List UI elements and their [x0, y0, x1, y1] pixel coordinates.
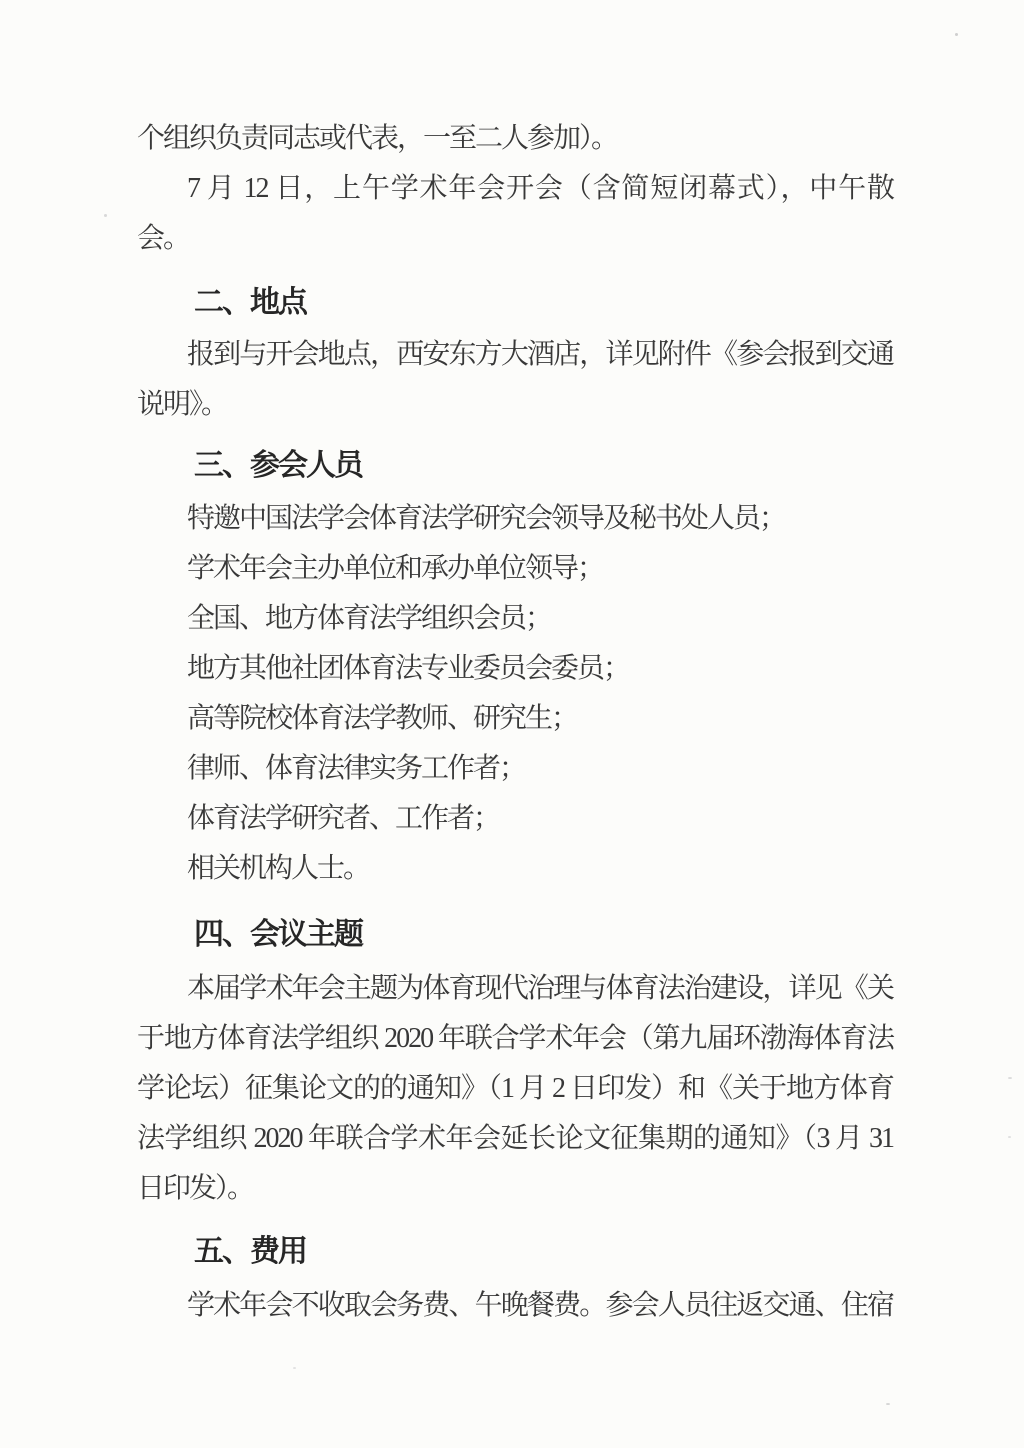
- list-item: 相关机构人士。: [187, 853, 370, 884]
- section-heading-fees: [137, 1227, 893, 1277]
- paragraph-location: [137, 330, 893, 430]
- section-heading-theme: [137, 910, 893, 960]
- heading-text: 二、地点: [194, 286, 306, 319]
- list-item: 学术年会主办单位和承办单位领导；: [187, 553, 604, 584]
- paragraph-theme: [137, 964, 893, 1214]
- paragraph-fees: [137, 1281, 893, 1331]
- text-line: 会。: [137, 223, 190, 254]
- list-item: 高等院校体育法学教师、研究生；: [187, 703, 578, 734]
- scan-speck: [955, 33, 958, 36]
- scan-speck: [104, 214, 107, 217]
- list-item: 体育法学研究者、工作者；: [187, 803, 500, 834]
- heading-text: 三、参会人员: [194, 449, 362, 482]
- heading-text: 四、会议主题: [194, 918, 362, 951]
- text-line: 于地方体育法学组织 2020 年联合学术年会（第九届环渤海体育法: [137, 1023, 893, 1054]
- text-line: 7 月 12 日，上午学术年会开会（含简短闭幕式），中午散: [187, 173, 893, 204]
- section-heading-participants: [137, 441, 893, 491]
- list-item: 律师、体育法律实务工作者；: [187, 753, 526, 784]
- scan-speck: [293, 1367, 296, 1369]
- scan-speck: [1008, 1077, 1012, 1079]
- text-line: 说明》。: [137, 389, 228, 420]
- text-line: 法学组织 2020 年联合学术年会延长论文征集期的通知》（3 月 31: [137, 1123, 893, 1154]
- list-item: 特邀中国法学会体育法学研究会领导及秘书处人员；: [187, 503, 786, 534]
- text-line: 报到与开会地点，西安东方大酒店，详见附件《参会报到交通: [187, 339, 893, 370]
- section-heading-location: [137, 278, 893, 328]
- list-item: 地方其他社团体育法专业委员会委员；: [187, 653, 630, 684]
- text-line: 本届学术年会主题为体育现代治理与体育法治建设，详见《关: [187, 973, 893, 1004]
- paragraph-schedule: [137, 114, 893, 264]
- scan-speck: [1008, 1136, 1011, 1138]
- text-line: 个组织负责同志或代表，一至二人参加）。: [137, 123, 618, 154]
- participants-list: [137, 494, 893, 894]
- text-line: 学论坛）征集论文的的通知》（1 月 2 日印发）和《关于地方体育: [137, 1073, 893, 1104]
- text-line: 日印发）。: [137, 1173, 254, 1204]
- list-item: 全国、地方体育法学组织会员；: [187, 603, 552, 634]
- text-line: 学术年会不收取会务费、午晚餐费。参会人员往返交通、住宿: [187, 1290, 893, 1321]
- scan-speck: [886, 1403, 890, 1405]
- heading-text: 五、费用: [194, 1235, 306, 1268]
